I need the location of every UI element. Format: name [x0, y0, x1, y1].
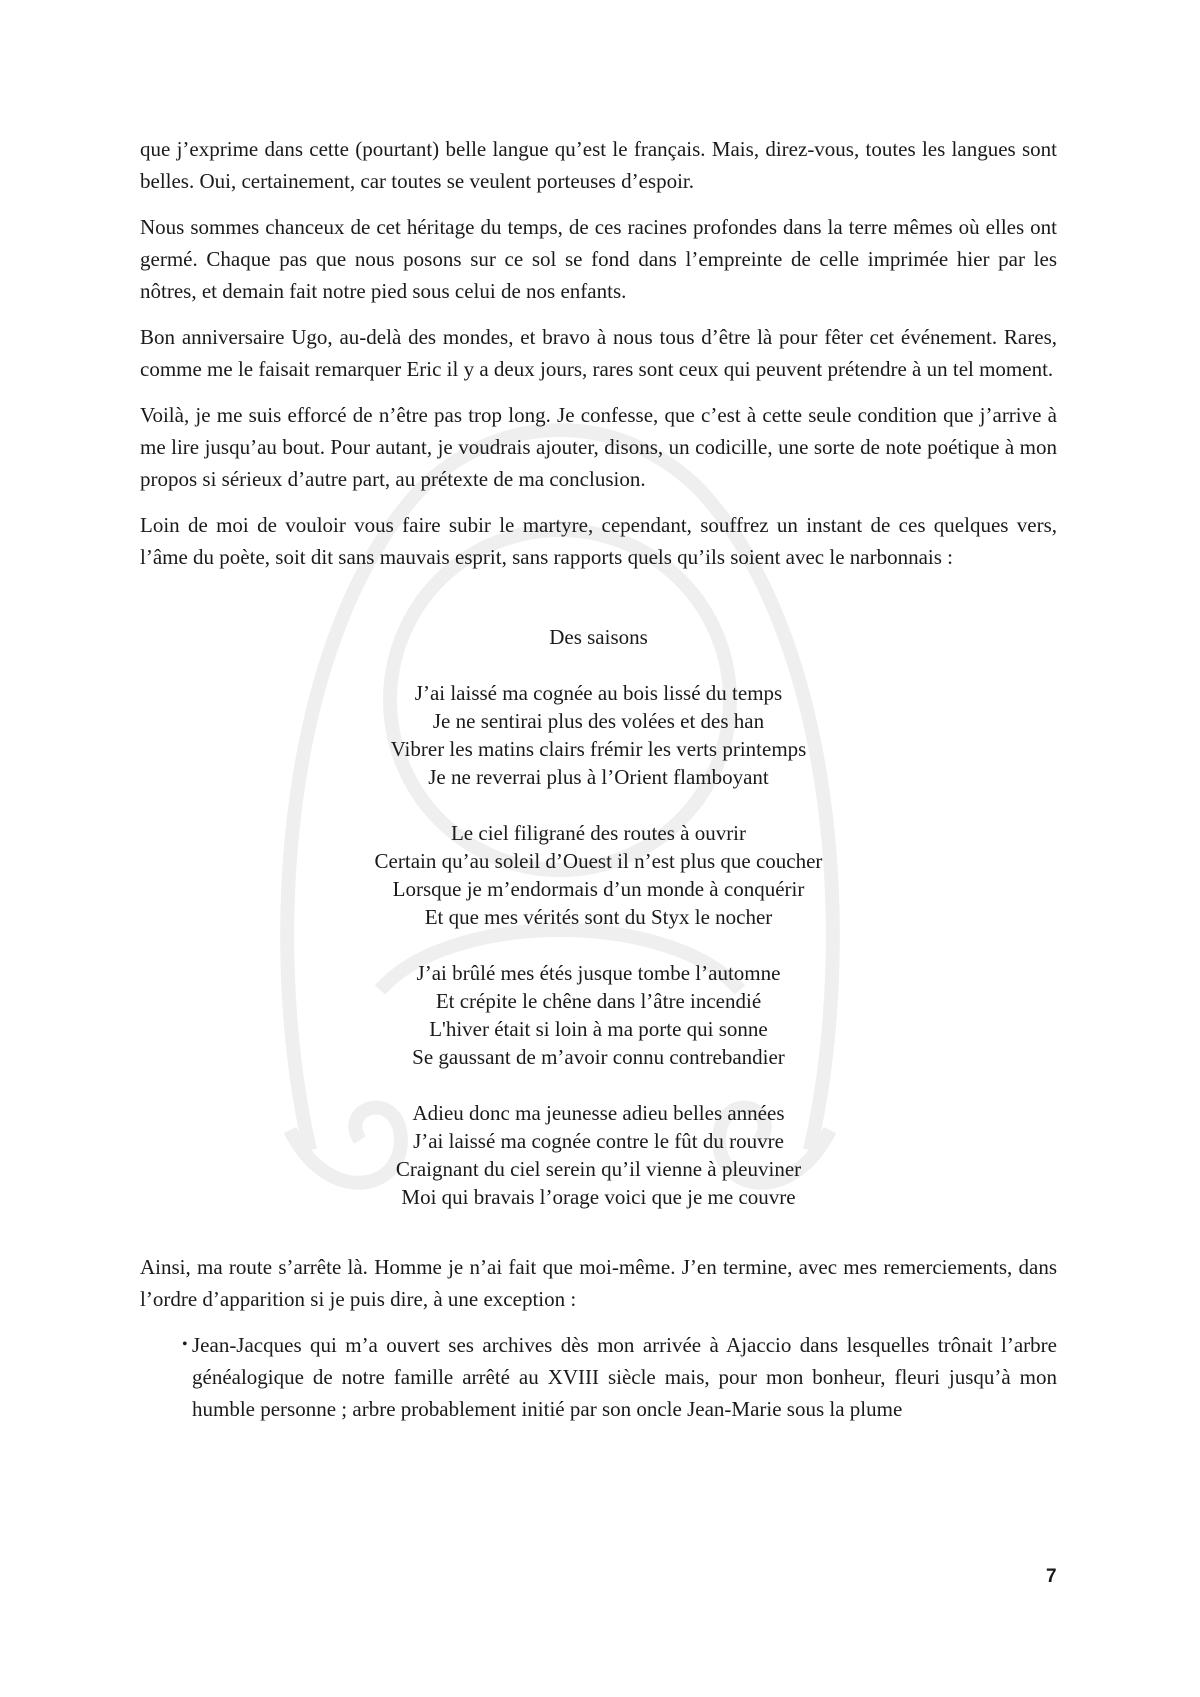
paragraph-closing: Ainsi, ma route s’arrête là. Homme je n’ai fait que moi-même. J’en termine, avec mes remerciements, dans l’ordre d’apparition si je puis dire, à une exception :	[140, 1255, 1057, 1311]
poem-line: Certain qu’au soleil d’Ouest il n’est plus que coucher	[374, 849, 823, 873]
bullet-icon: •	[182, 1336, 188, 1353]
poem-line: J’ai laissé ma cognée contre le fût du rouvre	[413, 1129, 784, 1153]
poem-line: Et crépite le chêne dans l’âtre incendié	[435, 989, 762, 1013]
poem-line: Le ciel filigrané des routes à ouvrir	[450, 821, 747, 845]
list-item	[140, 1329, 1057, 1425]
thanks-list	[140, 1329, 1057, 1425]
poem-title: Des saisons	[549, 625, 648, 649]
page-number: 7	[1046, 1566, 1057, 1587]
poem-line: Vibrer les matins clairs frémir les verts printemps	[390, 737, 807, 761]
thanks-item-text: Jean-Jacques qui m’a ouvert ses archives dès mon arrivée à Ajaccio dans lesquelles trônait l’arbre généalogique de notre famille arrêté au XVIII siècle mais, pour mon bonheur, fleuri jusqu’à mon humble personne ; arbre probablement initié par son oncle Jean-Marie sous la plume	[192, 1333, 1057, 1421]
paragraph-language: que j’exprime dans cette (pourtant) belle langue qu’est le français. Mais, direz-vous, toutes les langues sont belles. Oui, certainement, car toutes se veulent porteuses d’espoir.	[140, 137, 1057, 193]
poem-line: Je ne sentirai plus des volées et des han	[432, 709, 765, 733]
poem-line: L'hiver était si loin à ma porte qui sonne	[429, 1017, 768, 1041]
poem-line: Je ne reverrai plus à l’Orient flamboyant	[428, 765, 769, 789]
paragraph-poem-intro: Loin de moi de vouloir vous faire subir le martyre, cependant, souffrez un instant de ces quelques vers, l’âme du poète, soit dit sans mauvais esprit, sans rapports quels qu’ils soient avec le narbonnais :	[140, 513, 1057, 569]
poem-stanza	[140, 1099, 1057, 1211]
poem-line: Moi qui bravais l’orage voici que je me couvre	[401, 1185, 796, 1209]
paragraph-anniversary: Bon anniversaire Ugo, au-delà des mondes, et bravo à nous tous d’être là pour fêter cet événement. Rares, comme me le faisait remarquer Eric il y a deux jours, rares sont ceux qui peuvent prétendre à un tel moment.	[140, 325, 1057, 381]
paragraph-heritage: Nous sommes chanceux de cet héritage du temps, de ces racines profondes dans la terre mêmes où elles ont germé. Chaque pas que nous posons sur ce sol se fond dans l’empreinte de celle imprimée hier par les nôtres, et demain fait notre pied sous celui de nos enfants.	[140, 215, 1057, 303]
paragraph-conclusion-intro: Voilà, je me suis efforcé de n’être pas trop long. Je confesse, que c’est à cette seule condition que j’arrive à me lire jusqu’au bout. Pour autant, je voudrais ajouter, disons, un codicille, une sorte de note poétique à mon propos si sérieux d’autre part, au prétexte de ma conclusion.	[140, 403, 1057, 491]
poem	[140, 623, 1057, 1211]
poem-line: J’ai laissé ma cognée au bois lissé du temps	[414, 681, 783, 705]
poem-line: Lorsque je m’endormais d’un monde à conquérir	[392, 877, 805, 901]
poem-stanza	[140, 959, 1057, 1071]
poem-stanza	[140, 819, 1057, 931]
poem-line: Et que mes vérités sont du Styx le nocher	[424, 905, 773, 929]
document-page	[140, 133, 1057, 1425]
poem-line: Adieu donc ma jeunesse adieu belles années	[412, 1101, 785, 1125]
poem-line: Craignant du ciel serein qu’il vienne à pleuviner	[395, 1157, 802, 1181]
poem-line: J’ai brûlé mes étés jusque tombe l’automne	[416, 961, 781, 985]
poem-line: Se gaussant de m’avoir connu contrebandier	[412, 1045, 785, 1069]
poem-stanza	[140, 679, 1057, 791]
